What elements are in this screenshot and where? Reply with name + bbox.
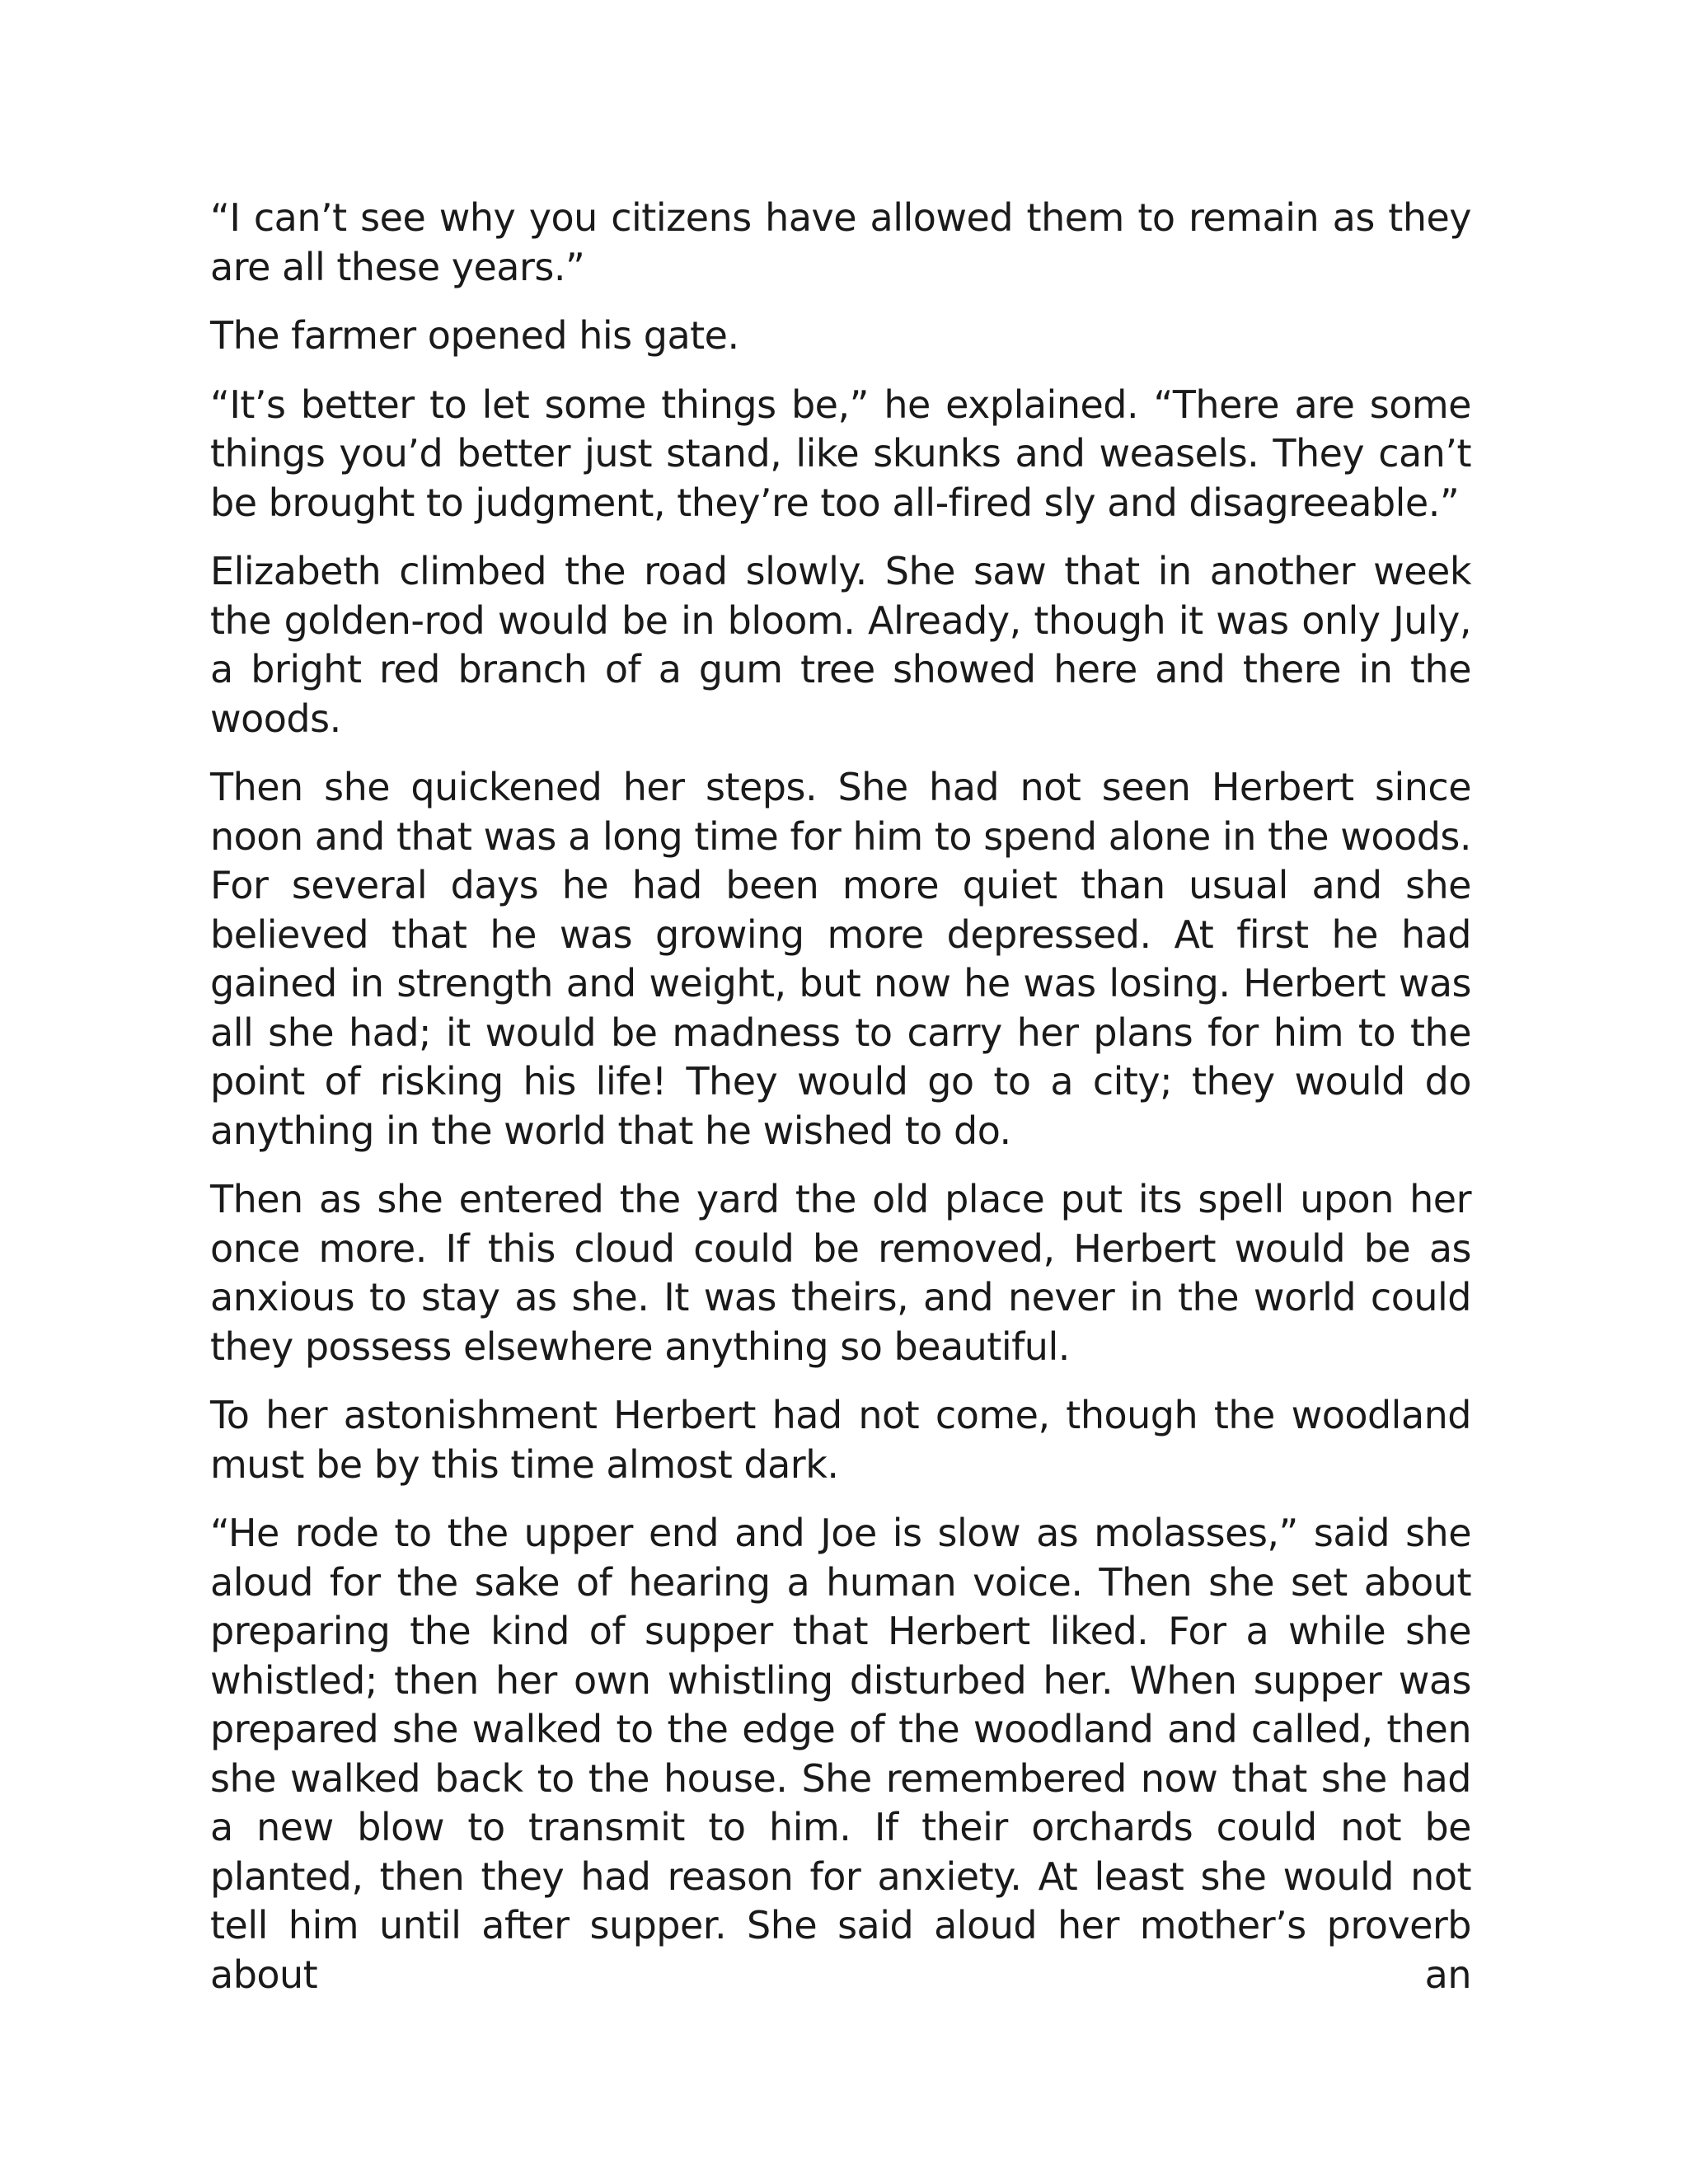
paragraph-3: “It’s better to let some things be,” he explained. “There are some things you’d better just stand, like skunks and weasels. They can’t be brought to judgment, they’re too all-fired sly and disagreeable.” — [210, 382, 1471, 525]
paragraph-7: To her astonishment Herbert had not come, though the woodland must be by this time almost dark. — [210, 1393, 1471, 1487]
body-text — [210, 194, 1471, 1999]
paragraph-6: Then as she entered the yard the old place put its spell upon her once more. If this cloud could be removed, Herbert would be as anxious to stay as she. It was theirs, and never in the world could they possess elsewhere anything so beautiful. — [210, 1177, 1471, 1369]
paragraph-1: “I can’t see why you citizens have allowed them to remain as they are all these years.” — [210, 195, 1471, 289]
paragraph-5: Then she quickened her steps. She had not seen Herbert since noon and that was a long time for him to spend alone in the woods. For several days he had been more quiet than usual and she believed that he was growing more depressed. At first he had gained in strength and weight, but now he was losing. Herbert was all she had; it would be madness to carry her plans for him to the point of risking his life! They would go to a city; they would do anything in the world that he wished to do. — [210, 765, 1471, 1153]
paragraph-4: Elizabeth climbed the road slowly. She saw that in another week the golden-rod would be in bloom. Already, though it was only July, a bright red branch of a gum tree showed here and there in the woods. — [210, 549, 1471, 741]
paragraph-8: “He rode to the upper end and Joe is slow as molasses,” said she aloud for the sake of hearing a human voice. Then she set about preparing the kind of supper that Herbert liked. For a while she whistled; then her own whistling disturbed her. When supper was prepared she walked to the edge of the woodland and called, then she walked back to the house. She remembered now that she had a new blow to transmit to him. If their orchards could not be planted, then they had reason for anxiety. At least she would not tell him until after supper. She said aloud her mother’s proverb about an — [210, 1511, 1471, 1997]
paragraph-2: The farmer opened his gate. — [210, 313, 739, 358]
